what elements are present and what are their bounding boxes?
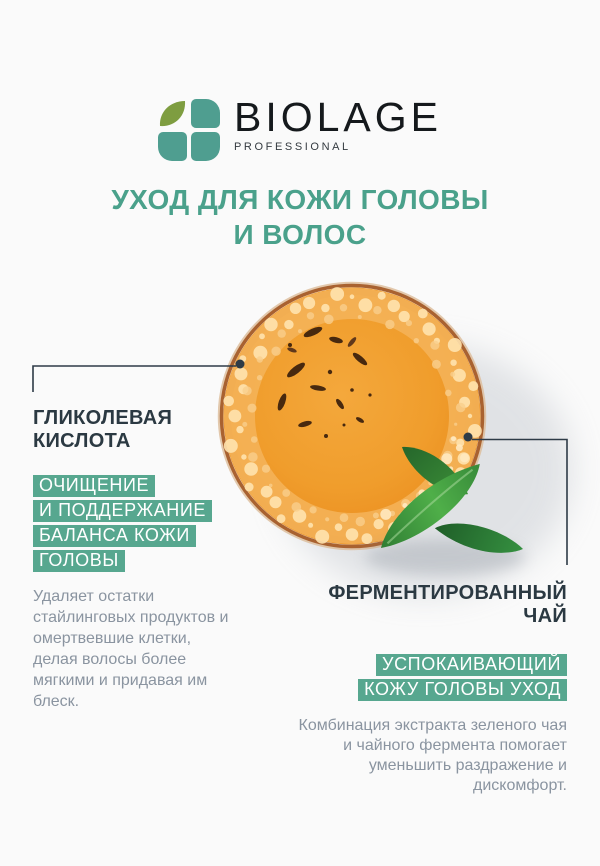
highlight-line: КОЖУ ГОЛОВЫ УХОД (358, 679, 567, 701)
brand-subtitle: PROFESSIONAL (233, 141, 351, 153)
left-callout-title (33, 407, 172, 453)
left-callout-description: Удаляет остатки стайлинговых продуктов и омертвевшие клетки, делая волосы более мягкими и придавая им блеск. (33, 588, 229, 710)
left-callout-highlights (33, 475, 212, 572)
highlight-line: ГОЛОВЫ (33, 550, 125, 572)
right-callout-title (328, 582, 567, 628)
left-callout-title-line1: ГЛИКОЛЕВАЯ (33, 407, 173, 429)
highlight-line: БАЛАНСА КОЖИ (33, 525, 196, 547)
page-title-line2: И ВОЛОС (233, 219, 367, 250)
right-callout-dot (464, 433, 473, 442)
left-callout-line (33, 366, 236, 392)
highlight-line: УСПОКАИВАЮЩИЙ (376, 654, 567, 676)
right-callout-description: Комбинация экстракта зеленого чая и чайного фермента помогает уменьшить раздражение и дискомфорт. (298, 717, 567, 794)
logo-square-bottom-right (191, 132, 220, 161)
highlight-line: И ПОДДЕРЖАНИЕ (33, 500, 212, 522)
right-callout-highlights (358, 654, 567, 701)
brand-logo (0, 95, 600, 161)
brand-name: BIOLAGE (233, 94, 442, 140)
left-callout-dot (236, 360, 245, 369)
page-title (0, 182, 600, 252)
logo-text (234, 95, 442, 153)
right-callout-title-line2: ЧАЙ (523, 605, 567, 627)
logo-leaf-icon (158, 99, 187, 128)
page-title-line1: УХОД ДЛЯ КОЖИ ГОЛОВЫ (111, 184, 489, 215)
left-callout-title-line2: КИСЛОТА (33, 430, 131, 452)
logo-square-top-right (191, 99, 220, 128)
logo-square-bottom-left (158, 132, 187, 161)
right-callout-title-line1: ФЕРМЕНТИРОВАННЫЙ (328, 582, 567, 604)
biolage-logo-icon (158, 99, 220, 161)
highlight-line: ОЧИЩЕНИЕ (33, 475, 155, 497)
